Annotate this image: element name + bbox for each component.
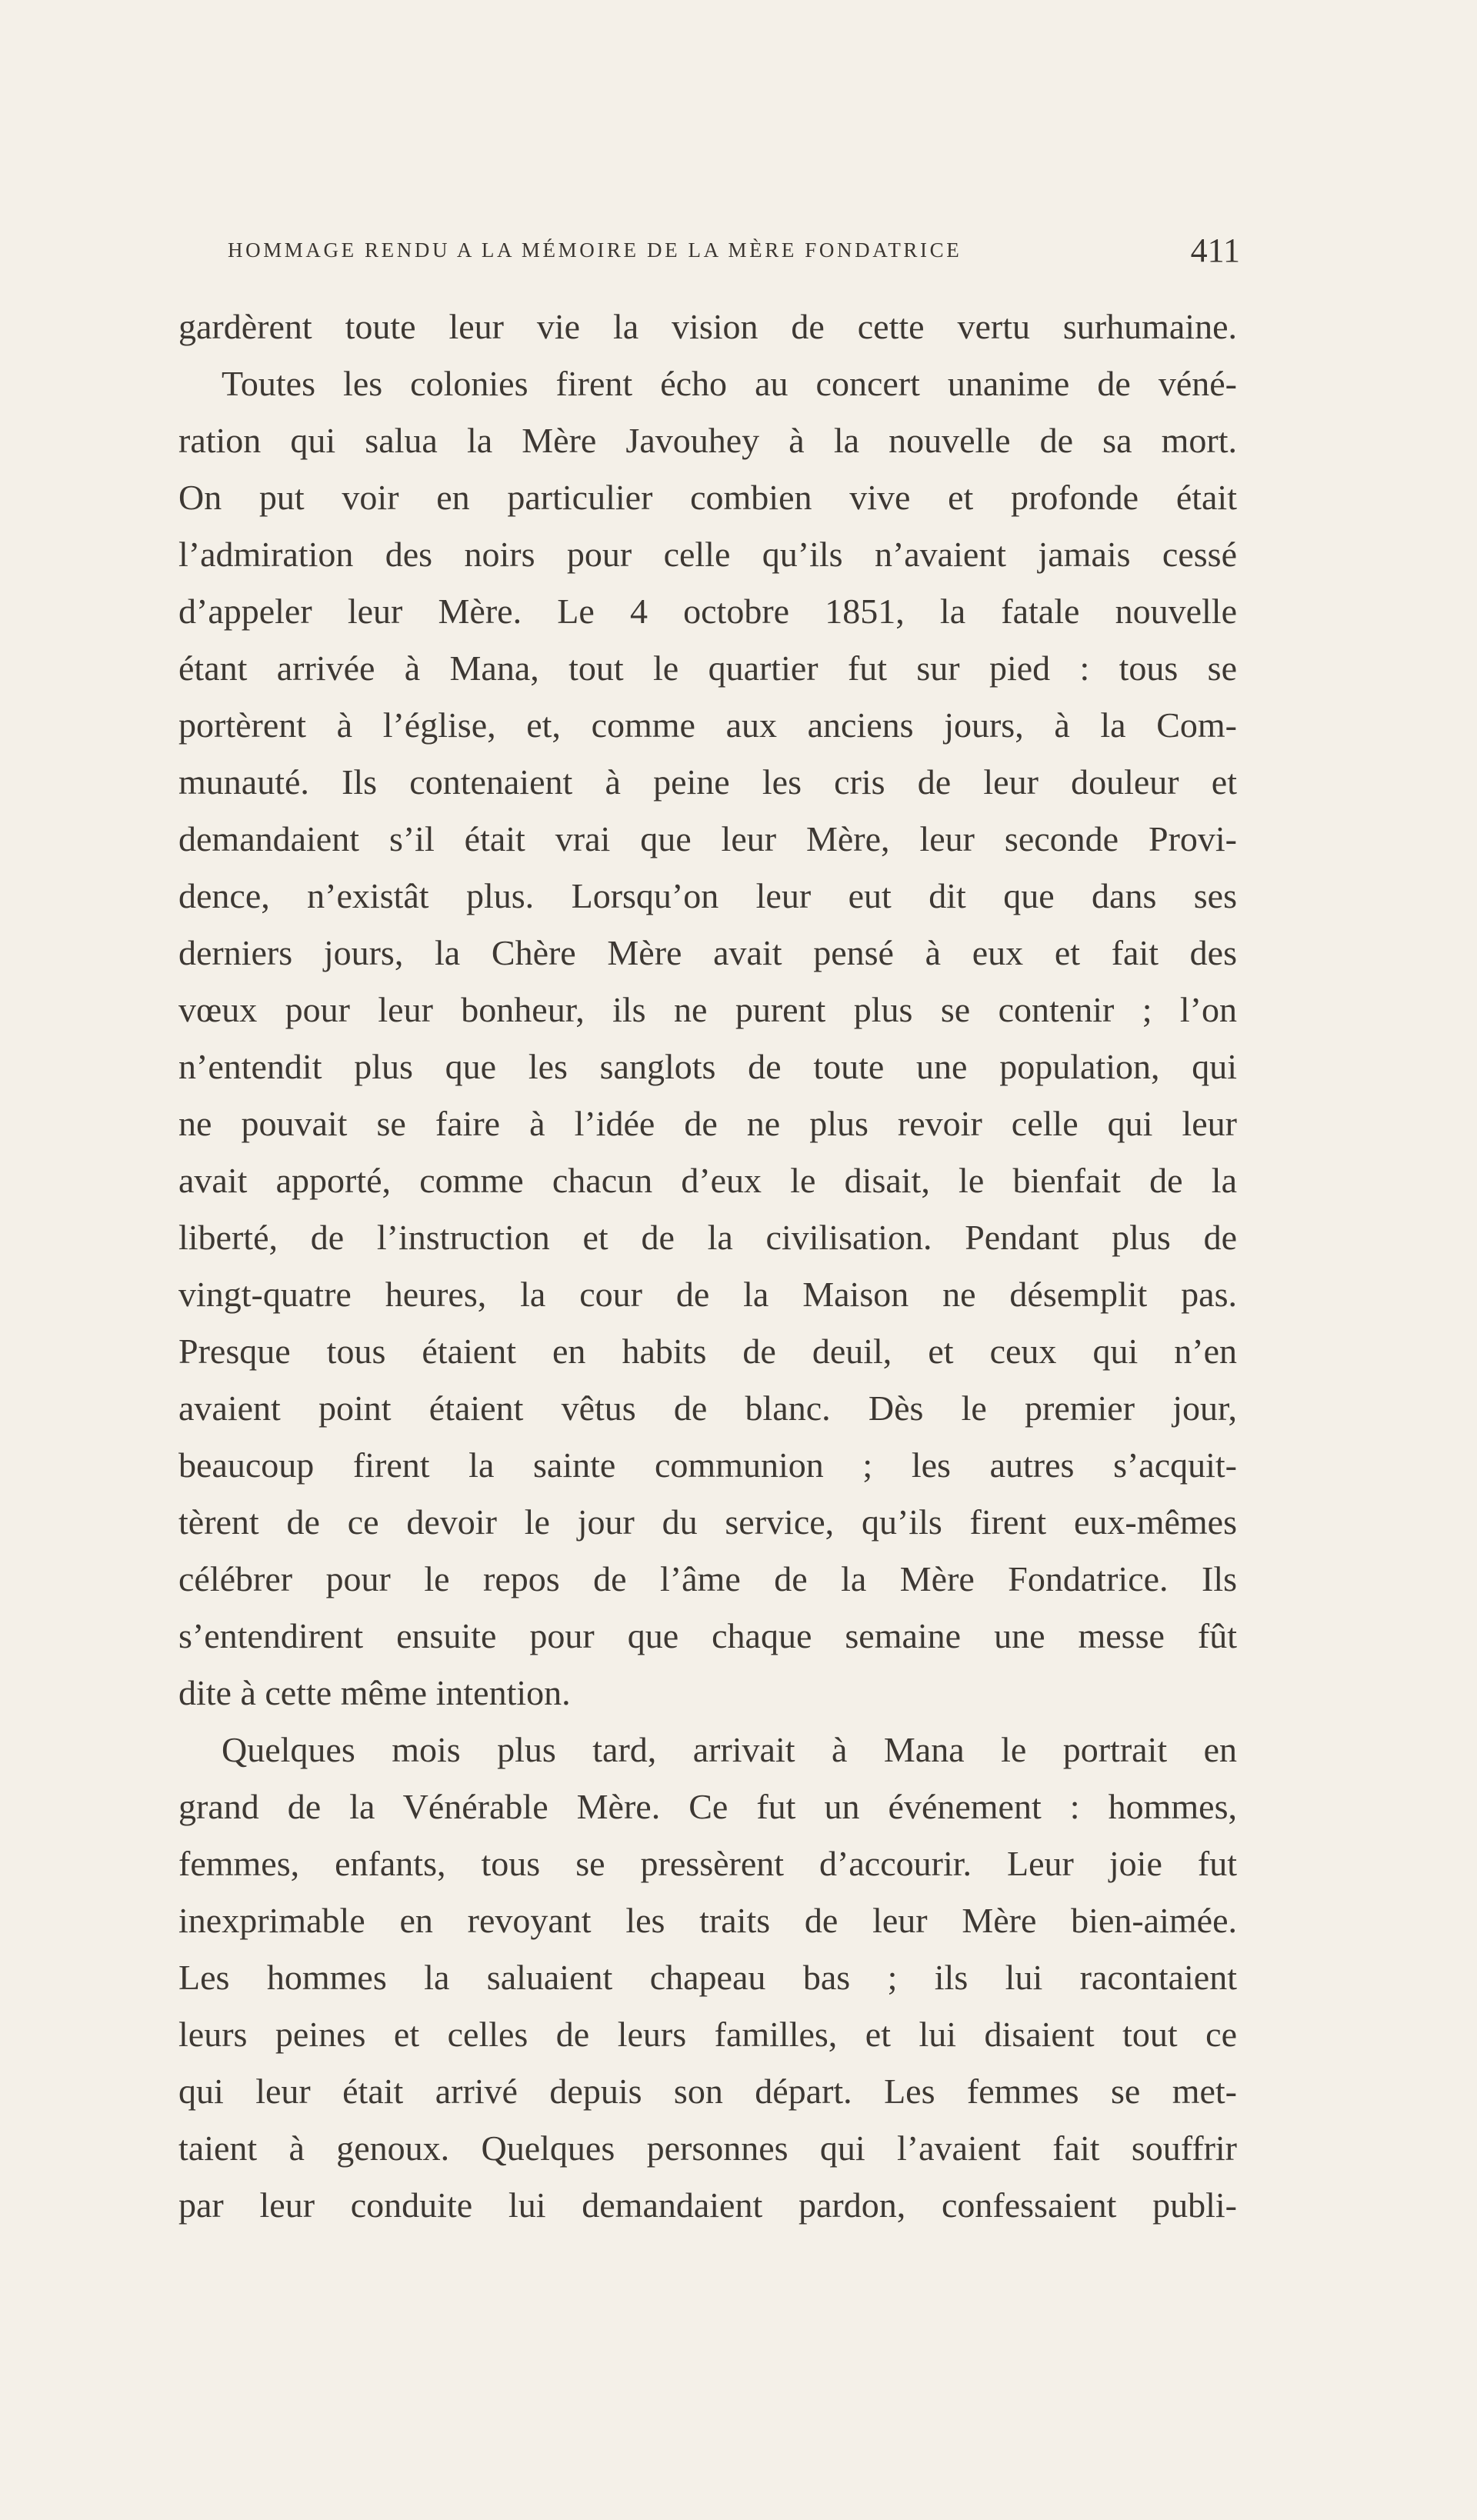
text-line: s’entendirent ensuite pour que chaque semaine une messe fût xyxy=(178,1616,1237,1655)
text-line: l’admiration des noirs pour celle qu’ils n’avaient jamais cessé xyxy=(178,535,1237,574)
running-title: HOMMAGE RENDU A LA MÉMOIRE DE LA MÈRE FONDATRICE xyxy=(228,238,962,262)
text-line: d’appeler leur Mère. Le 4 octobre 1851, la fatale nouvelle xyxy=(178,592,1237,631)
text-line: vingt-quatre heures, la cour de la Maison ne désemplit pas. xyxy=(178,1275,1237,1314)
running-header xyxy=(228,231,1240,277)
text-line: dence, n’existât plus. Lorsqu’on leur eut dit que dans ses xyxy=(178,876,1237,915)
text-line: avaient point étaient vêtus de blanc. Dès le premier jour, xyxy=(178,1388,1237,1428)
text-line: liberté, de l’instruction et de la civilisation. Pendant plus de xyxy=(178,1218,1237,1257)
text-line: Les hommes la saluaient chapeau bas ; ils lui racontaient xyxy=(178,1958,1237,1997)
page-number: 411 xyxy=(1190,232,1240,269)
text-line: munauté. Ils contenaient à peine les cris de leur douleur et xyxy=(178,762,1237,802)
text-line: Toutes les colonies firent écho au concert unanime de véné- xyxy=(222,364,1237,403)
text-line: inexprimable en revoyant les traits de leur Mère bien-aimée. xyxy=(178,1901,1237,1940)
text-line: ne pouvait se faire à l’idée de ne plus revoir celle qui leur xyxy=(178,1104,1237,1143)
text-line: beaucoup firent la sainte communion ; les autres s’acquit- xyxy=(178,1445,1237,1485)
text-line: avait apporté, comme chacun d’eux le disait, le bienfait de la xyxy=(178,1161,1237,1200)
text-line: qui leur était arrivé depuis son départ. Les femmes se met- xyxy=(178,2072,1237,2111)
text-line: Presque tous étaient en habits de deuil, et ceux qui n’en xyxy=(178,1332,1237,1371)
text-line: étant arrivée à Mana, tout le quartier fut sur pied : tous se xyxy=(178,648,1237,688)
text-line: derniers jours, la Chère Mère avait pensé à eux et fait des xyxy=(178,933,1237,972)
text-line: femmes, enfants, tous se pressèrent d’accourir. Leur joie fut xyxy=(178,1844,1237,1883)
text-line: vœux pour leur bonheur, ils ne purent plus se contenir ; l’on xyxy=(178,990,1237,1029)
text-line: leurs peines et celles de leurs familles, et lui disaient tout ce xyxy=(178,2015,1237,2054)
text-line: dite à cette même intention. xyxy=(178,1673,571,1712)
text-line: On put voir en particulier combien vive et profonde était xyxy=(178,478,1237,517)
text-line: gardèrent toute leur vie la vision de cette vertu surhumaine. xyxy=(178,307,1237,346)
text-line: célébrer pour le repos de l’âme de la Mère Fondatrice. Ils xyxy=(178,1559,1237,1598)
text-line: n’entendit plus que les sanglots de toute une population, qui xyxy=(178,1047,1237,1086)
text-line: tèrent de ce devoir le jour du service, qu’ils firent eux-mêmes xyxy=(178,1502,1237,1542)
text-line: grand de la Vénérable Mère. Ce fut un événement : hommes, xyxy=(178,1787,1237,1826)
text-line: ration qui salua la Mère Javouhey à la nouvelle de sa mort. xyxy=(178,421,1237,460)
text-line: portèrent à l’église, et, comme aux anciens jours, à la Com- xyxy=(178,705,1237,745)
text-line: Quelques mois plus tard, arrivait à Mana le portrait en xyxy=(222,1730,1237,1769)
text-line: taient à genoux. Quelques personnes qui l’avaient fait souffrir xyxy=(178,2128,1237,2168)
text-line: par leur conduite lui demandaient pardon, confessaient publi- xyxy=(178,2185,1237,2225)
text-line: demandaient s’il était vrai que leur Mère, leur seconde Provi- xyxy=(178,819,1237,858)
body-text xyxy=(178,298,1237,2234)
